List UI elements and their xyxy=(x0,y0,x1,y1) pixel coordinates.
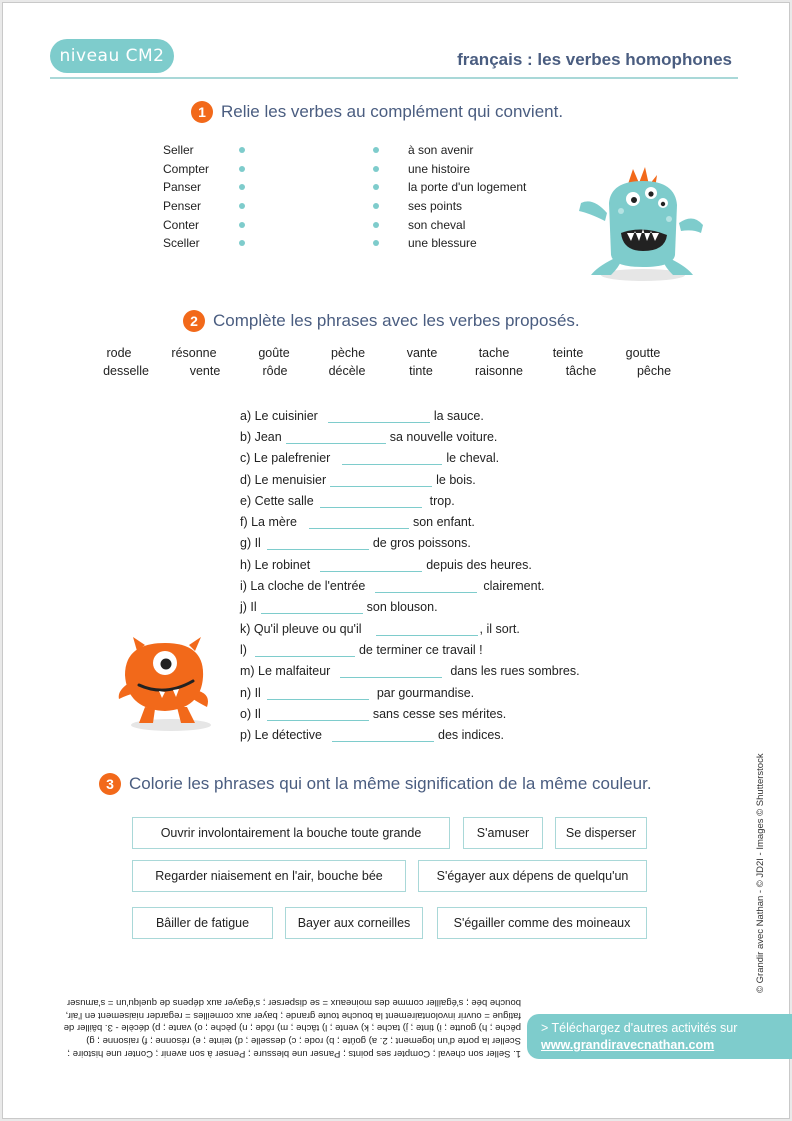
level-badge: niveau CM2 xyxy=(50,39,174,73)
sentence-start: g) Il xyxy=(240,536,261,551)
download-text: > Téléchargez d'autres activités sur xyxy=(541,1021,738,1035)
sentence-row xyxy=(240,426,580,447)
ex1-verb-row xyxy=(163,141,245,160)
answer-blank[interactable] xyxy=(342,451,442,465)
copyright-credit: © Grandir avec Nathan - © JD2I - Images © Shutterstock xyxy=(755,753,766,993)
sentence-row xyxy=(240,533,580,554)
answer-blank[interactable] xyxy=(330,473,432,487)
sentence-end: trop. xyxy=(429,493,455,508)
ex1-verb: Conter xyxy=(163,217,200,232)
word-bank-item: raisonne xyxy=(475,364,523,378)
ex2-title-text: Complète les phrases avec les verbes proposés. xyxy=(213,311,580,330)
word-bank-item: vente xyxy=(189,364,221,378)
meaning-box[interactable]: S'égayer aux dépens de quelqu'un xyxy=(418,860,647,892)
ex1-title-text: Relie les verbes au complément qui convient. xyxy=(221,102,564,121)
link-dot[interactable] xyxy=(239,240,245,246)
sentence-start: e) Cette salle xyxy=(240,493,314,508)
sentence-end: de gros poissons. xyxy=(372,536,471,551)
ex1-complement-row xyxy=(373,141,526,160)
sentence-start: b) Jean xyxy=(240,429,282,444)
sentence-row xyxy=(240,554,580,575)
meaning-box[interactable]: S'égailler comme des moineaux xyxy=(437,907,647,939)
sentence-start: j) Il xyxy=(240,600,257,615)
sentence-start: d) Le menuisier xyxy=(240,472,327,487)
sentence-end: son enfant. xyxy=(412,515,475,530)
ex1-verb-row xyxy=(163,197,245,216)
answer-blank[interactable] xyxy=(332,728,434,742)
ex1-complement-row xyxy=(373,160,526,179)
word-bank-item: pèche xyxy=(330,346,366,360)
sentence-start: o) Il xyxy=(240,706,261,721)
word-bank-item: tinte xyxy=(409,364,433,378)
sentence-start: a) Le cuisinier xyxy=(240,408,318,423)
ex2-number-badge: 2 xyxy=(183,310,205,332)
word-bank-item: desselle xyxy=(103,364,149,378)
meaning-box[interactable]: Regarder niaisement en l'air, bouche bée xyxy=(132,860,406,892)
download-link[interactable]: www.grandiravecnathan.com xyxy=(541,1038,715,1052)
ex1-verb: Panser xyxy=(163,180,202,195)
sentence-start: n) Il xyxy=(240,685,261,700)
ex3-number-badge: 3 xyxy=(99,773,121,795)
answer-blank[interactable] xyxy=(320,494,422,508)
sentence-row xyxy=(240,724,580,745)
sentence-row xyxy=(240,405,580,426)
word-bank-item: décèle xyxy=(328,364,366,378)
ex1-verb: Compter xyxy=(163,161,210,176)
word-bank-item: goutte xyxy=(625,346,661,360)
sentence-end: la sauce. xyxy=(433,408,484,423)
sentence-end: le cheval. xyxy=(446,451,500,466)
sentence-start: f) La mère xyxy=(240,515,297,530)
sentence-start: l) xyxy=(240,642,247,657)
sentence-row xyxy=(240,703,580,724)
word-bank-item: tâche xyxy=(565,364,597,378)
word-bank-item: résonne xyxy=(171,346,217,360)
meaning-box[interactable]: Bâiller de fatigue xyxy=(132,907,273,939)
sentence-start: i) La cloche de l'entrée xyxy=(240,579,366,594)
link-dot[interactable] xyxy=(373,147,379,153)
header-divider xyxy=(50,77,738,79)
link-dot[interactable] xyxy=(239,184,245,190)
sentence-end: dans les rues sombres. xyxy=(450,664,580,679)
link-dot[interactable] xyxy=(373,166,379,172)
page-title: français : les verbes homophones xyxy=(457,50,732,69)
ex3-title-text: Colorie les phrases qui ont la même signification de la même couleur. xyxy=(129,774,652,793)
ex1-verb-row xyxy=(163,160,245,179)
teal-monster-illustration xyxy=(571,163,713,283)
word-bank-item: goûte xyxy=(258,346,290,360)
ex1-verb-row xyxy=(163,234,245,253)
meaning-box[interactable]: S'amuser xyxy=(463,817,543,849)
sentence-row xyxy=(240,618,580,639)
answer-blank[interactable] xyxy=(267,536,369,550)
ex1-complement: une blessure xyxy=(408,236,477,251)
ex1-complement-row xyxy=(373,215,526,234)
link-dot[interactable] xyxy=(373,203,379,209)
answer-key: 1. Seller son cheval ; Compter ses points ; Panser une blessure ; Penser à son avenir ; Conter une histoire ; Sceller la porte d'un logement ; 2. a) goûte ; b) rode ; c) desselle ; d) teinte ; e) résonne ; f) raisonne ; g) pêche ; h) goutte ; i) tinte ; j) tache ; k) vente ; l) tâche ; m) rôde ; n) pèche ; o) vante ; p) décèle - 3. bâiller de fatigue = ouvrir involontairement la bouche toute grande ; bayer aux corneilles = regarder niaisement en l'air, bouche bée ; s'égailler comme des moineaux = se disperser ; s'égayer aux dépens de quelqu'un = s'amuser xyxy=(63,996,521,1059)
answer-blank[interactable] xyxy=(309,515,409,529)
sentence-row xyxy=(240,469,580,490)
link-dot[interactable] xyxy=(373,184,379,190)
sentence-row xyxy=(240,639,580,660)
answer-blank[interactable] xyxy=(340,664,442,678)
sentence-end: sans cesse ses mérites. xyxy=(372,706,507,721)
link-dot[interactable] xyxy=(373,222,379,228)
meaning-box[interactable]: Se disperser xyxy=(555,817,647,849)
link-dot[interactable] xyxy=(239,166,245,172)
ex1-complement-row xyxy=(373,234,526,253)
ex1-complement: ses points xyxy=(408,199,463,214)
ex1-complement-column xyxy=(373,141,526,253)
word-bank-item: pêche xyxy=(636,364,672,378)
answer-blank[interactable] xyxy=(267,686,369,700)
answer-blank[interactable] xyxy=(376,622,478,636)
ex1-verb: Seller xyxy=(163,143,194,158)
answer-blank[interactable] xyxy=(286,430,386,444)
ex2-title xyxy=(183,310,580,332)
answer-blank[interactable] xyxy=(261,600,363,614)
word-bank-item: vante xyxy=(406,346,438,360)
answer-blank[interactable] xyxy=(267,707,369,721)
sentence-start: m) Le malfaiteur xyxy=(240,664,331,679)
ex1-verb-column xyxy=(163,141,245,253)
sentence-start: c) Le palefrenier xyxy=(240,451,331,466)
ex1-number-badge: 1 xyxy=(191,101,213,123)
sentence-start: k) Qu'il pleuve ou qu'il xyxy=(240,621,362,636)
link-dot[interactable] xyxy=(373,240,379,246)
sentence-end: par gourmandise. xyxy=(376,685,475,700)
answer-blank[interactable] xyxy=(375,579,477,593)
link-dot[interactable] xyxy=(239,222,245,228)
ex1-complement: à son avenir xyxy=(408,143,474,158)
download-banner[interactable] xyxy=(527,1014,792,1059)
meaning-box[interactable]: Ouvrir involontairement la bouche toute grande xyxy=(132,817,450,849)
link-dot[interactable] xyxy=(239,203,245,209)
ex1-verb: Penser xyxy=(163,199,202,214)
ex3-title xyxy=(99,773,652,795)
sentence-start: h) Le robinet xyxy=(240,557,311,572)
word-bank-item: rôde xyxy=(262,364,288,378)
ex1-verb: Sceller xyxy=(163,236,200,251)
ex1-complement: son cheval xyxy=(408,217,466,232)
meaning-box[interactable]: Bayer aux corneilles xyxy=(285,907,423,939)
link-dot[interactable] xyxy=(239,147,245,153)
sentence-end: de terminer ce travail ! xyxy=(358,642,483,657)
answer-blank[interactable] xyxy=(255,643,355,657)
ex1-complement: la porte d'un logement xyxy=(408,180,527,195)
sentence-row xyxy=(240,682,580,703)
ex1-verb-row xyxy=(163,215,245,234)
sentence-row xyxy=(240,511,580,532)
sentence-row xyxy=(240,448,580,469)
sentence-list xyxy=(240,405,580,746)
sentence-end: depuis des heures. xyxy=(426,557,532,572)
orange-monster-illustration xyxy=(115,635,215,733)
word-bank-item: tache xyxy=(478,346,510,360)
sentence-row xyxy=(240,575,580,596)
ex1-complement-row xyxy=(373,178,526,197)
sentence-end: , il sort. xyxy=(479,621,520,636)
sentence-end: sa nouvelle voiture. xyxy=(389,429,498,444)
ex1-complement: une histoire xyxy=(408,161,471,176)
sentence-start: p) Le détective xyxy=(240,728,322,743)
sentence-end: clairement. xyxy=(483,579,545,594)
answer-blank[interactable] xyxy=(320,558,422,572)
sentence-end: des indices. xyxy=(438,728,505,743)
ex1-title xyxy=(191,101,563,123)
word-bank-item: teinte xyxy=(552,346,584,360)
sentence-end: le bois. xyxy=(436,472,476,487)
ex1-verb-row xyxy=(163,178,245,197)
sentence-row xyxy=(240,661,580,682)
worksheet-page xyxy=(2,2,790,1119)
answer-blank[interactable] xyxy=(328,409,430,423)
sentence-row xyxy=(240,490,580,511)
ex1-complement-row xyxy=(373,197,526,216)
sentence-end: son blouson. xyxy=(366,600,438,615)
sentence-row xyxy=(240,597,580,618)
word-bank-item: rode xyxy=(106,346,132,360)
